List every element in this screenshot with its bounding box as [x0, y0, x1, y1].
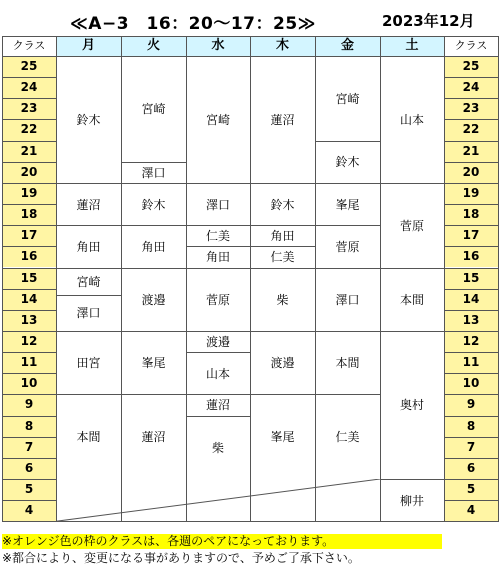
column-divider — [315, 36, 316, 521]
header-day-fri: 金 — [315, 36, 380, 56]
class-level-right: 17 — [444, 225, 498, 246]
class-level-left: 12 — [2, 331, 56, 352]
column-divider — [121, 36, 122, 521]
class-row-divider — [2, 225, 56, 226]
header-day-thu: 木 — [250, 36, 315, 56]
teacher-cell-fri: 宮崎 — [335, 91, 360, 106]
cell-divider — [56, 268, 121, 269]
teacher-cell-mon: 蓮沼 — [76, 197, 101, 212]
class-level-right: 14 — [444, 289, 498, 310]
teacher-cell-tue: 渡邉 — [141, 292, 166, 307]
teacher-cell-wed: 蓮沼 — [205, 398, 230, 413]
teacher-cell-fri: 菅原 — [335, 239, 360, 254]
teacher-cell-wed: 宮崎 — [205, 112, 230, 127]
class-row-divider — [2, 437, 56, 438]
teacher-cell-sat: 本間 — [399, 292, 424, 307]
class-row-divider — [444, 141, 498, 142]
teacher-cell-tue: 宮崎 — [141, 102, 166, 117]
cell-divider — [121, 225, 186, 226]
empty-slot-diagonal — [56, 479, 380, 521]
teacher-cell-thu: 仁美 — [270, 250, 295, 265]
cell-divider — [315, 268, 380, 269]
class-row-divider — [2, 119, 56, 120]
class-level-left: 19 — [2, 183, 56, 204]
cell-divider — [121, 331, 186, 332]
teacher-cell-sat: 柳井 — [399, 493, 424, 508]
cell-divider — [315, 141, 380, 142]
cell-divider — [121, 268, 186, 269]
class-level-left: 21 — [2, 141, 56, 162]
teacher-cell-sat: 菅原 — [399, 218, 424, 233]
column-divider — [444, 36, 445, 521]
header-class-right: クラス — [454, 39, 488, 52]
cell-divider — [186, 268, 250, 269]
teacher-cell-mon: 田宮 — [76, 356, 101, 371]
class-level-right: 13 — [444, 310, 498, 331]
class-row-divider — [2, 416, 56, 417]
class-level-left: 23 — [2, 98, 56, 119]
class-level-right: 15 — [444, 268, 498, 289]
class-level-right: 6 — [444, 458, 498, 479]
column-divider — [498, 36, 499, 521]
class-level-left: 6 — [2, 458, 56, 479]
class-row-divider — [2, 458, 56, 459]
cell-divider — [315, 225, 380, 226]
teacher-cell-fri: 鈴木 — [335, 155, 360, 170]
class-level-right: 24 — [444, 77, 498, 98]
class-row-divider — [444, 162, 498, 163]
class-level-left: 8 — [2, 416, 56, 437]
teacher-cell-wed: 柴 — [211, 440, 224, 455]
class-level-right: 12 — [444, 331, 498, 352]
cell-divider — [186, 352, 250, 353]
teacher-cell-thu: 峯尾 — [270, 430, 295, 445]
cell-divider — [380, 268, 444, 269]
teacher-cell-sat: 山本 — [399, 112, 424, 127]
class-row-divider — [444, 394, 498, 395]
class-row-divider — [444, 98, 498, 99]
note-orange-frame: ※オレンジ色の枠のクラスは、各週のペアになっております。 — [2, 534, 442, 549]
teacher-cell-thu: 柴 — [276, 292, 289, 307]
year-month: 2023年12月 — [382, 12, 475, 30]
cell-divider — [56, 183, 121, 184]
class-row-divider — [2, 162, 56, 163]
teacher-cell-thu: 蓮沼 — [270, 112, 295, 127]
cell-divider — [56, 295, 121, 296]
class-row-divider — [2, 289, 56, 290]
note-changes: ※都合により、変更になる事がありますので、予めご了承下さい。 — [2, 551, 360, 565]
class-row-divider — [2, 268, 56, 269]
teacher-cell-thu: 鈴木 — [270, 197, 295, 212]
cell-divider — [250, 225, 315, 226]
teacher-cell-sat: 奥村 — [399, 398, 424, 413]
class-row-divider — [444, 352, 498, 353]
class-row-divider — [2, 373, 56, 374]
cell-divider — [250, 331, 315, 332]
class-row-divider — [2, 352, 56, 353]
class-level-right: 5 — [444, 479, 498, 500]
teacher-cell-tue: 蓮沼 — [141, 430, 166, 445]
class-row-divider — [444, 204, 498, 205]
teacher-cell-tue: 澤口 — [141, 165, 166, 180]
schedule-title: ≪A−3 16：20〜17：25≫ — [70, 14, 316, 34]
cell-divider — [380, 331, 444, 332]
class-row-divider — [444, 119, 498, 120]
teacher-cell-thu: 渡邉 — [270, 356, 295, 371]
class-level-left: 22 — [2, 119, 56, 140]
class-level-right: 16 — [444, 246, 498, 267]
teacher-cell-wed: 澤口 — [205, 197, 230, 212]
class-row-divider — [2, 246, 56, 247]
class-level-right: 10 — [444, 373, 498, 394]
class-row-divider — [2, 500, 56, 501]
class-level-left: 11 — [2, 352, 56, 373]
cell-divider — [121, 394, 186, 395]
class-row-divider — [2, 98, 56, 99]
class-level-right: 25 — [444, 56, 498, 77]
cell-divider — [315, 394, 380, 395]
class-level-left: 14 — [2, 289, 56, 310]
class-row-divider — [2, 394, 56, 395]
teacher-cell-fri: 峯尾 — [335, 197, 360, 212]
teacher-cell-mon: 角田 — [76, 239, 101, 254]
class-row-divider — [2, 183, 56, 184]
cell-divider — [315, 183, 380, 184]
class-level-right: 4 — [444, 500, 498, 521]
class-row-divider — [2, 204, 56, 205]
class-level-right: 20 — [444, 162, 498, 183]
class-row-divider — [444, 268, 498, 269]
column-divider — [186, 36, 187, 521]
teacher-cell-fri: 本間 — [335, 356, 360, 371]
class-level-left: 9 — [2, 394, 56, 415]
column-divider — [2, 36, 3, 521]
teacher-cell-wed: 角田 — [205, 250, 230, 265]
header-day-sat: 土 — [380, 36, 444, 56]
class-level-right: 8 — [444, 416, 498, 437]
class-row-divider — [444, 479, 498, 480]
grid-bottom-border — [2, 521, 499, 522]
class-level-left: 13 — [2, 310, 56, 331]
class-level-left: 15 — [2, 268, 56, 289]
teacher-cell-mon: 澤口 — [76, 306, 101, 321]
class-row-divider — [2, 310, 56, 311]
column-divider — [56, 36, 57, 521]
header-day-mon: 月 — [56, 36, 121, 56]
class-level-left: 16 — [2, 246, 56, 267]
class-level-right: 19 — [444, 183, 498, 204]
class-row-divider — [2, 331, 56, 332]
cell-divider — [250, 183, 315, 184]
class-row-divider — [2, 479, 56, 480]
cell-divider — [186, 225, 250, 226]
cell-divider — [56, 225, 121, 226]
class-level-right: 23 — [444, 98, 498, 119]
teacher-cell-thu: 角田 — [270, 229, 295, 244]
teacher-cell-mon: 鈴木 — [76, 112, 101, 127]
column-divider — [380, 36, 381, 521]
header-day-tue: 火 — [121, 36, 186, 56]
teacher-cell-fri: 澤口 — [335, 292, 360, 307]
teacher-cell-wed: 渡邉 — [205, 335, 230, 349]
cell-divider — [380, 479, 444, 480]
class-row-divider — [444, 373, 498, 374]
class-level-right: 18 — [444, 204, 498, 225]
teacher-cell-mon: 本間 — [76, 430, 101, 445]
cell-divider — [121, 162, 186, 163]
class-row-divider — [444, 458, 498, 459]
class-level-left: 20 — [2, 162, 56, 183]
class-level-left: 24 — [2, 77, 56, 98]
class-row-divider — [444, 246, 498, 247]
header-top-border — [2, 36, 498, 37]
class-level-right: 22 — [444, 119, 498, 140]
class-level-left: 17 — [2, 225, 56, 246]
class-level-right: 7 — [444, 437, 498, 458]
cell-divider — [380, 183, 444, 184]
class-row-divider — [444, 77, 498, 78]
class-row-divider — [2, 141, 56, 142]
class-row-divider — [444, 331, 498, 332]
class-row-divider — [444, 416, 498, 417]
class-level-left: 5 — [2, 479, 56, 500]
header-bottom-border — [2, 56, 498, 57]
class-level-left: 25 — [2, 56, 56, 77]
cell-divider — [250, 268, 315, 269]
teacher-cell-tue: 角田 — [141, 239, 166, 254]
class-level-right: 9 — [444, 394, 498, 415]
class-row-divider — [444, 289, 498, 290]
cell-divider — [121, 183, 186, 184]
class-row-divider — [2, 77, 56, 78]
header-day-wed: 水 — [186, 36, 250, 56]
class-row-divider — [444, 183, 498, 184]
cell-divider — [315, 331, 380, 332]
class-row-divider — [444, 437, 498, 438]
cell-divider — [250, 246, 315, 247]
cell-divider — [186, 183, 250, 184]
class-row-divider — [444, 500, 498, 501]
class-level-left: 10 — [2, 373, 56, 394]
cell-divider — [186, 416, 250, 417]
teacher-cell-mon: 宮崎 — [76, 274, 101, 289]
teacher-cell-wed: 仁美 — [205, 229, 230, 244]
class-level-left: 4 — [2, 500, 56, 521]
class-level-left: 18 — [2, 204, 56, 225]
teacher-cell-wed: 山本 — [205, 366, 230, 381]
class-level-right: 21 — [444, 141, 498, 162]
teacher-cell-tue: 峯尾 — [141, 356, 166, 371]
column-divider — [250, 36, 251, 521]
teacher-cell-wed: 菅原 — [205, 292, 230, 307]
class-row-divider — [444, 310, 498, 311]
cell-divider — [56, 331, 121, 332]
class-row-divider — [444, 225, 498, 226]
teacher-cell-tue: 鈴木 — [141, 197, 166, 212]
teacher-cell-fri: 仁美 — [335, 430, 360, 445]
cell-divider — [56, 394, 121, 395]
class-level-right: 11 — [444, 352, 498, 373]
cell-divider — [186, 246, 250, 247]
cell-divider — [186, 394, 250, 395]
header-class-left: クラス — [12, 39, 46, 52]
class-level-left: 7 — [2, 437, 56, 458]
cell-divider — [250, 394, 315, 395]
cell-divider — [186, 331, 250, 332]
